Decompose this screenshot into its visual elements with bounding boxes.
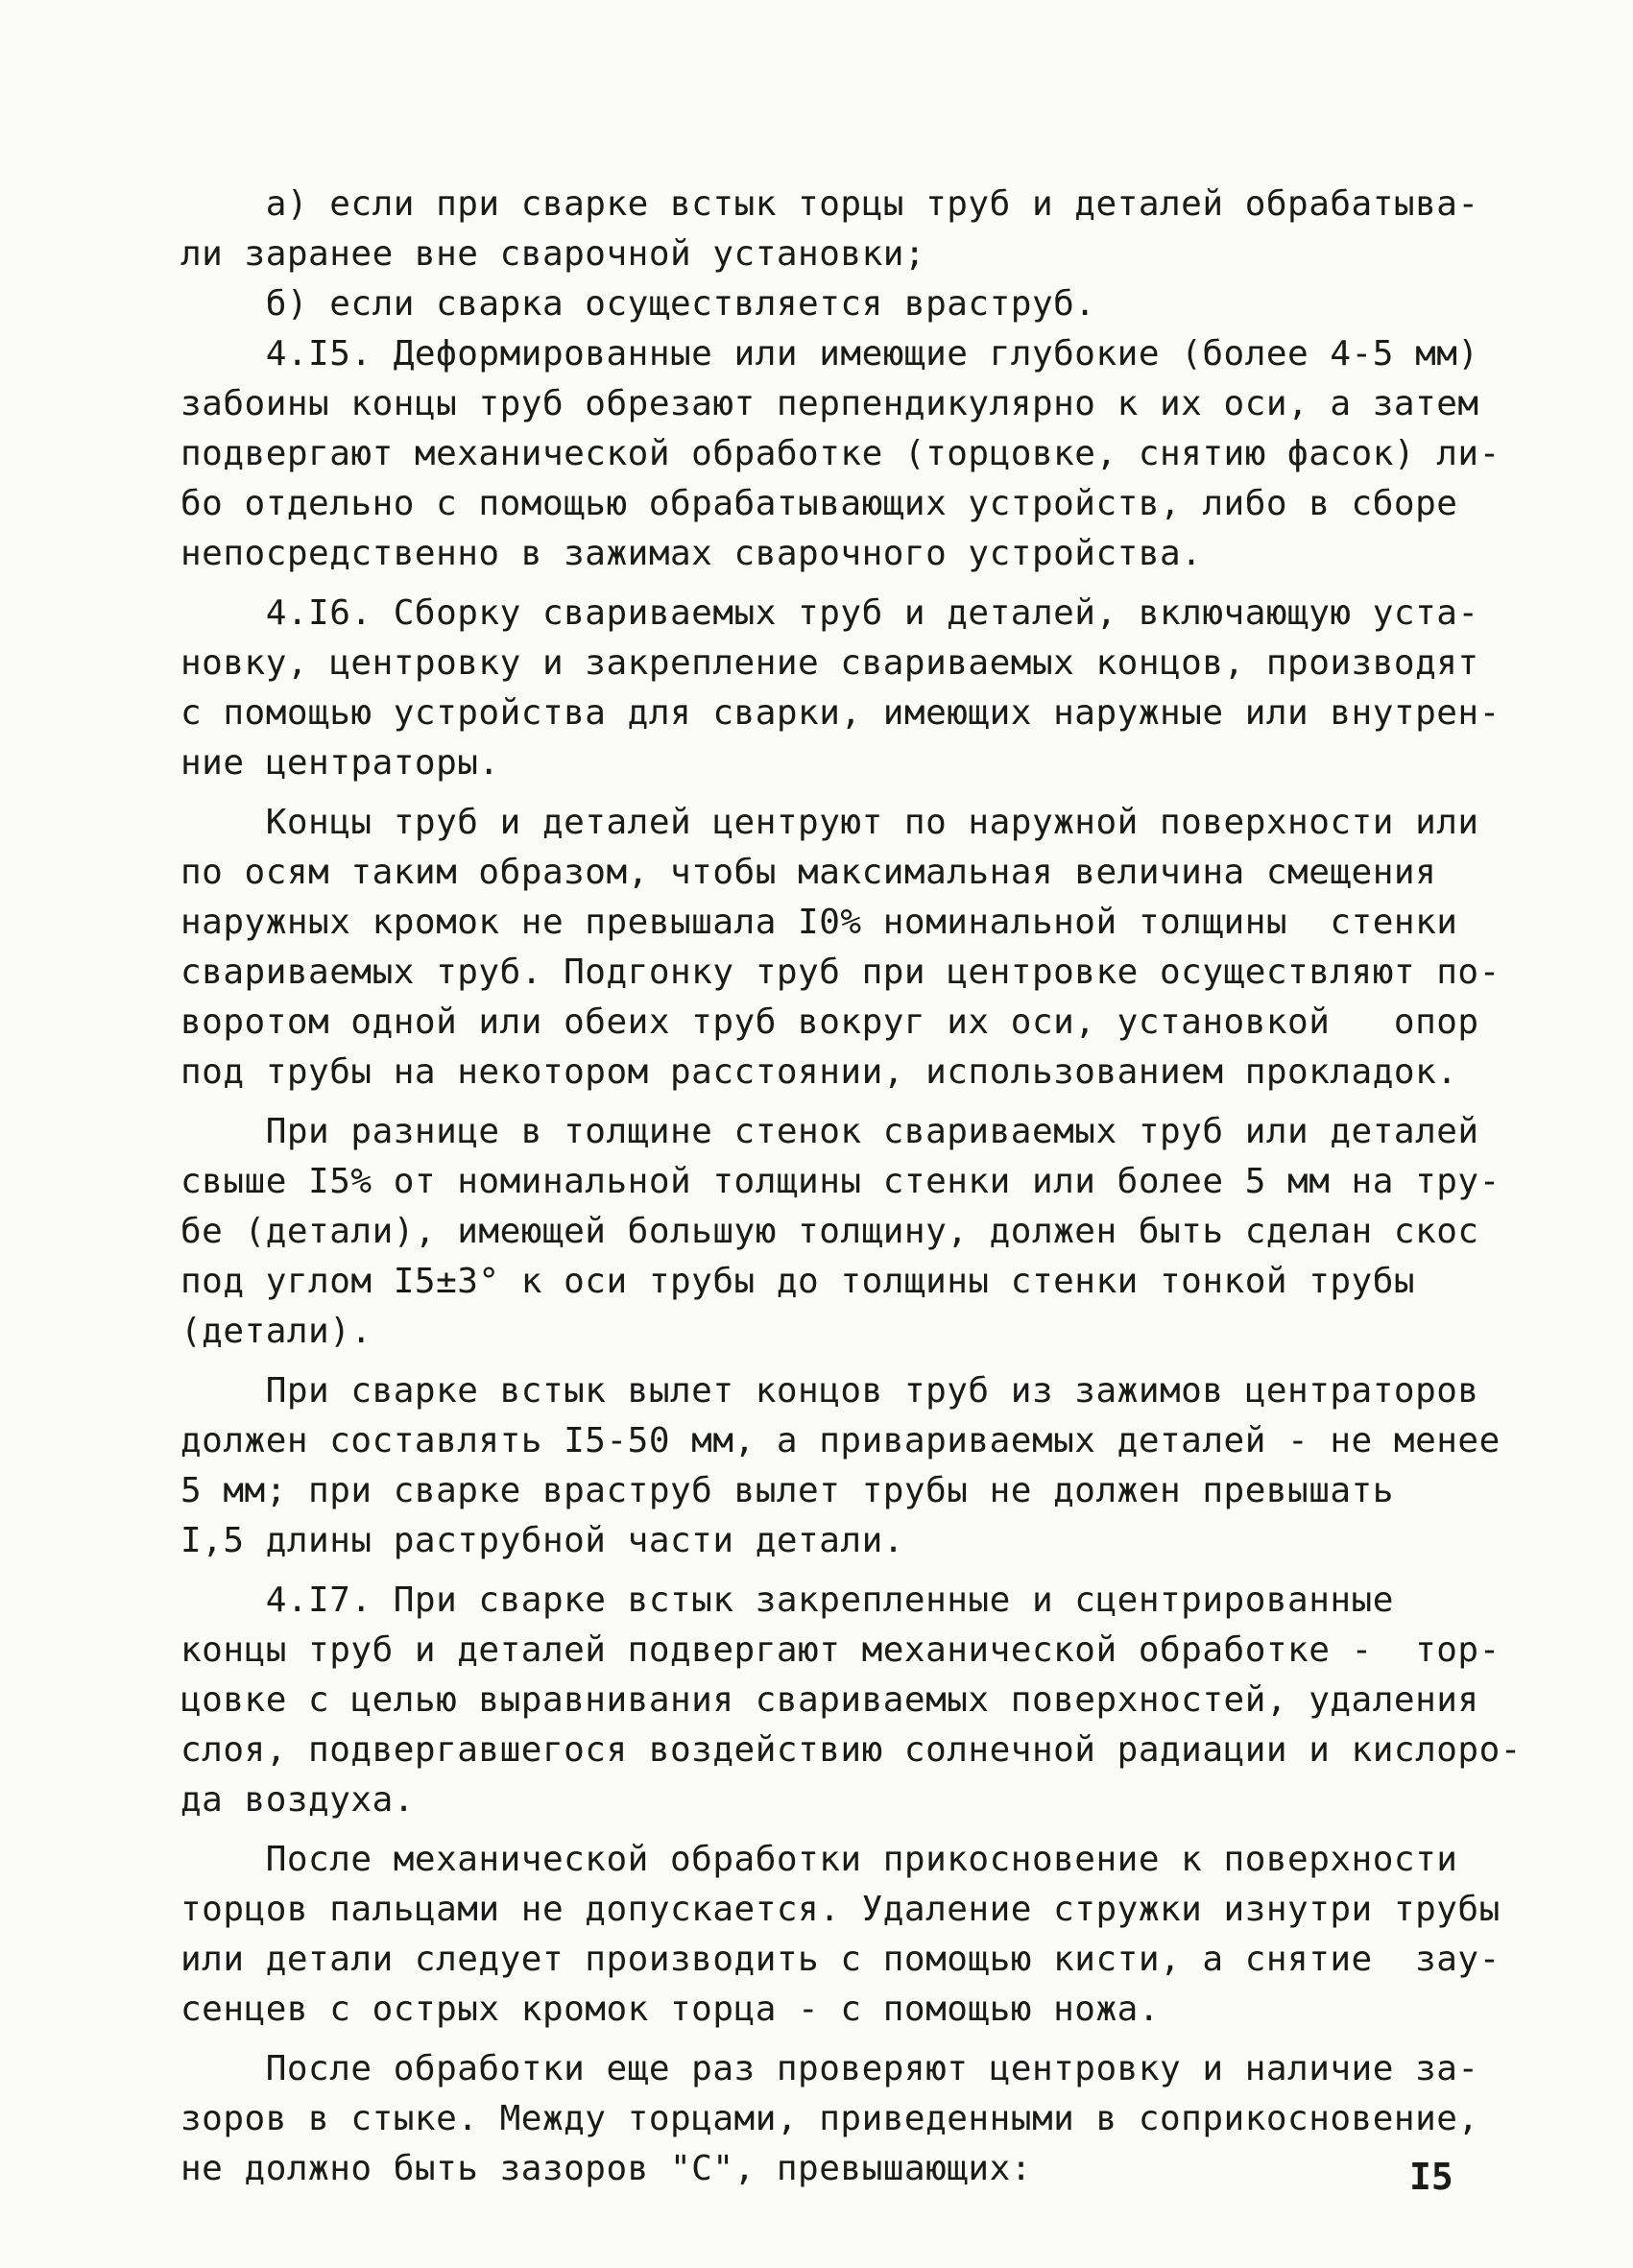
text-line: бо отдельно с помощью обрабатывающих устройств, либо в сборе [180, 484, 1458, 523]
text-line: свариваемых труб. Подгонку труб при центровке осуществляют по- [180, 953, 1501, 992]
text-line: торцов пальцами не допускается. Удаление стружки изнутри трубы [180, 1890, 1501, 1929]
text-line: Концы труб и деталей центруют по наружной поверхности или [180, 803, 1479, 842]
text-line: 4.I7. При сварке встык закрепленные и сцентрированные [180, 1580, 1394, 1620]
text-line: ли заранее вне сварочной установки; [180, 234, 926, 274]
text-line: да воздуха. [180, 1780, 415, 1820]
text-line: или детали следует производить с помощью кисти, а снятие зау- [180, 1940, 1501, 1979]
text-line: свыше I5% от номинальной толщины стенки или более 5 мм на тру- [180, 1162, 1501, 1201]
page-number: I5 [1409, 2156, 1453, 2198]
text-line: При разнице в толщине стенок свариваемых труб или деталей [180, 1112, 1479, 1151]
text-line: I,5 длины раструбной части детали. [180, 1521, 904, 1560]
text-line: 4.I5. Деформированные или имеющие глубокие (более 4-5 мм) [180, 334, 1479, 374]
text-line: по осям таким образом, чтобы максимальная величина смещения [180, 853, 1437, 892]
text-line: зоров в стыке. Между торцами, приведенными в соприкосновение, [180, 2099, 1479, 2138]
text-line: под углом I5±3° к оси трубы до толщины стенки тонкой трубы [180, 1262, 1416, 1301]
text-line: должен составлять I5-50 мм, а привариваемых деталей - не менее [180, 1421, 1501, 1460]
text-line: (детали). [180, 1312, 372, 1351]
text-line: 5 мм; при сварке враструб вылет трубы не должен превышать [180, 1471, 1394, 1510]
text-line: цовке с целью выравнивания свариваемых поверхностей, удаления [180, 1680, 1479, 1720]
document-body [180, 180, 1522, 2194]
text-line: сенцев с острых кромок торца - с помощью ножа. [180, 1990, 1160, 2029]
text-line: подвергают механической обработке (торцовке, снятию фасок) ли- [180, 434, 1501, 473]
text-line: воротом одной или обеих труб вокруг их оси, установкой опор [180, 1002, 1479, 1042]
text-line: При сварке встык вылет концов труб из зажимов центраторов [180, 1371, 1479, 1411]
text-line: а) если при сварке встык торцы труб и деталей обрабатыва- [180, 184, 1479, 224]
text-line: бе (детали), имеющей большую толщину, должен быть сделан скос [180, 1212, 1479, 1251]
text-line: новку, центровку и закрепление свариваемых концов, производят [180, 643, 1479, 683]
text-line: 4.I6. Сборку свариваемых труб и деталей, включающую уста- [180, 593, 1479, 633]
text-line: под трубы на некотором расстоянии, использованием прокладок. [180, 1052, 1458, 1092]
text-line: не должно быть зазоров "С", превышающих: [180, 2149, 1032, 2188]
text-line: непосредственно в зажимах сварочного устройства. [180, 534, 1203, 573]
text-line: б) если сварка осуществляется враструб. [180, 284, 1096, 324]
text-line: После механической обработки прикосновение к поверхности [180, 1840, 1458, 1879]
text-line: с помощью устройства для сварки, имеющих наружные или внутрен- [180, 693, 1501, 733]
text-line: наружных кромок не превышала I0% номинальной толщины стенки [180, 903, 1458, 942]
text-line: ние центраторы. [180, 743, 500, 783]
text-line: концы труб и деталей подвергают механической обработке - тор- [180, 1630, 1501, 1670]
text-line: После обработки еще раз проверяют центровку и наличие за- [180, 2049, 1479, 2088]
text-line: забоины концы труб обрезают перпендикулярно к их оси, а затем [180, 384, 1479, 423]
text-line: слоя, подвергавшегося воздействию солнечной радиации и кислоро- [180, 1730, 1522, 1770]
